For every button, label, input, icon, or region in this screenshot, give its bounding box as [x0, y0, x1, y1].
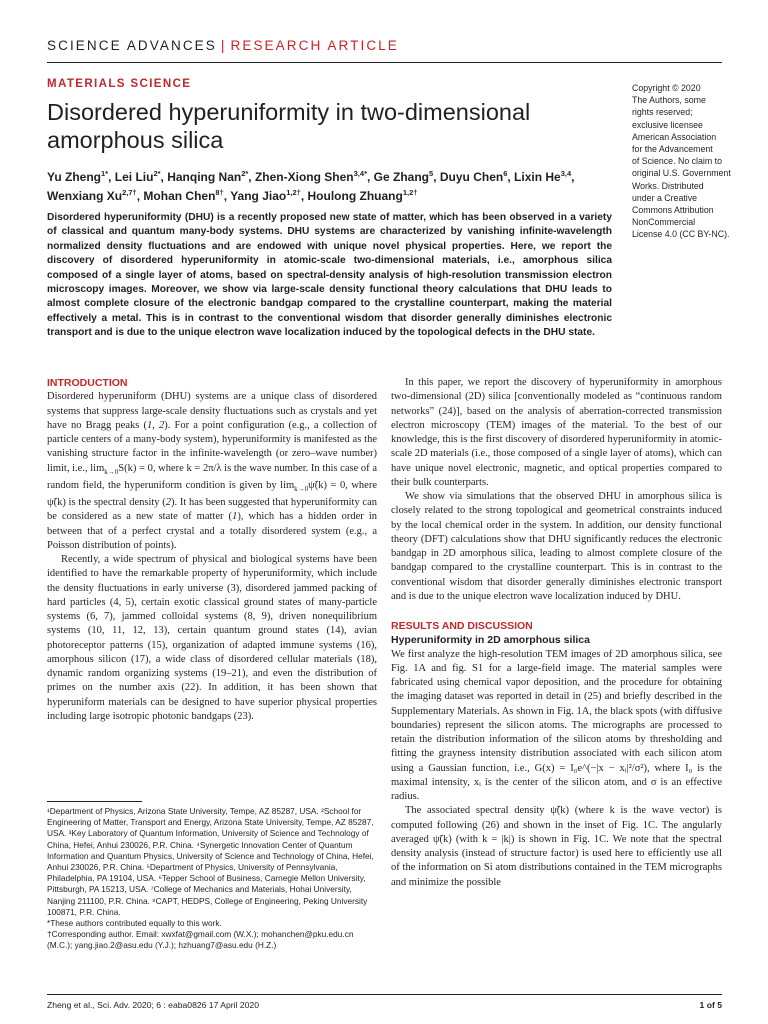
- author-name: Yang Jiao$^{1,2\dagger}$: [230, 188, 301, 203]
- affiliations: ¹Department of Physics, Arizona State University, Tempe, AZ 85287, USA. ²School for Engineering of Matter, Transport and Energy, Arizona State University, Tempe, AZ 85287, USA. ³Key Laboratory of Quantum Information, University of Science and Technology of China, Hefei, Anhui 230026, P.R. China. ⁴Synergetic Innovation Center of Quantum Information and Quantum Physics, University of Science and Technology of China, Hefei, Anhui 230026, P.R. China. ⁵Department of Physics, University of Pennsylvania, Philadelphia, PA 19104, USA. ⁶Tepper School of Business, Carnegie Mellon University, Pittsburgh, PA 15213, USA. ⁷College of Mechanics and Materials, Hohai University, Nanjing 211100, P.R. China. ⁸CAPT, HEDPS, College of Engineering, Peking University 100871, P.R. China.: [47, 806, 374, 917]
- abstract: Disordered hyperuniformity (DHU) is a recently proposed new state of matter, which has been observed in a variety of classical and quantum many-body systems. DHU systems are characterized by vanishing infinite-wavelength normalized density fluctuations and are endowed with unique novel physical properties. Here, we report the discovery of disordered hyperuniformity in atomic-scale two-dimensional materials, i.e., amorphous silica composed of a single layer of atoms, based on spectral-density analysis of high-resolution transmission electron microscopy images. Moreover, we show via large-scale density functional theory calculations that DHU leads to almost complete closure of the electronic bandgap compared to the crystalline counterpart, making the material effectively a metal. This is in contrast to the conventional wisdom that disorder generally diminishes electronic transport and is due to the unique electron wave localization induced by the topological defects in the DHU state.: [47, 212, 612, 339]
- copyright-line: License 4.0 (CC BY-NC).: [632, 229, 730, 240]
- section-label: MATERIALS SCIENCE: [47, 78, 192, 90]
- corresponding-author: †Corresponding author. Email: xwxfat@gmail.com (W.X.); mohanchen@pku.edu.cn (M.C.); yang.jiao.2@asu.edu (Y.J.); hzhuang7@asu.edu (H.Z.): [47, 929, 354, 951]
- author-name: Lixin He$^{3,4}$: [514, 169, 572, 184]
- author-name: Zhen-Xiong Shen$^{3,4*}$: [254, 169, 367, 184]
- left-column: [47, 376, 377, 724]
- author-affiliation-mark: 8†: [215, 188, 224, 197]
- copyright-line: for the Advancement: [632, 144, 713, 155]
- copyright-line: The Authors, some: [632, 95, 706, 106]
- copyright-line: under a Creative: [632, 192, 698, 203]
- author-affiliation-mark: 3,4: [560, 169, 572, 178]
- author-affiliation-mark: 1*: [101, 169, 109, 178]
- author-affiliation-mark: 2,7†: [122, 188, 137, 197]
- copyright-line: American Association: [632, 131, 717, 142]
- header-rule: [47, 62, 722, 63]
- author-name: Ge Zhang$^5$: [373, 169, 434, 184]
- footer-rule: [47, 994, 722, 995]
- copyright-line: exclusive licensee: [632, 119, 703, 130]
- author-affiliation-mark: 6: [503, 169, 508, 178]
- results-paragraph-1: We first analyze the high-resolution TEM images of 2D amorphous silica, see Fig. 1A and fig. S1 for a large-field image. The material samples were fabricated using chemical vapor deposition, and the procedure for obtaining the imaging dataset was reported in detail in (25) and briefly described in the Supplementary Materials. As shown in Fig. 1A, the black spots (with diffusive boundaries) represent the silicon atoms. The micrographs are processed to retain the distribution information of the silicon atoms by thresholding and fitting the grayness intensity distribution associated with each silicon atom using a Gaussian function, i.e., G(x) = I₀e^(−|x − xᵢ|²/σ²), where I₀ is the maximal intensity, xᵢ is the center of the silicon atom, and σ is an effective radius.: [391, 648, 722, 802]
- intro-paragraph-2: Recently, a wide spectrum of physical and biological systems have been identified to have the remarkable property of hyperuniformity, which include the density fluctuations in early universe (3), disordered jammed packing of hard particles (4, 5), certain exotic classical ground states of many-particle systems (6, 7), jammed colloidal systems (8, 9), driven nonequilibrium systems (10, 11, 12, 13), certain quantum ground states (14), avian photoreceptor patterns (15), organization of adapted immune systems (16), amorphous silicon (17), a wide class of disordered cellular materials (18), dynamic random organizing systems (19–21), and even the distribution of primes on the number axis (22). In addition, it has been shown that hyperuniform materials can be designed to have superior physical properties including large isotropic photonic bandgaps (23).: [47, 554, 377, 722]
- introduction-heading: INTRODUCTION: [47, 377, 128, 389]
- copyright-line: of Science. No claim to: [632, 156, 722, 167]
- article-title: Disordered hyperuniformity in two-dimensional amorphous silica: [47, 99, 531, 153]
- copyright-line: original U.S. Government: [632, 168, 731, 179]
- copyright-line: NonCommercial: [632, 217, 696, 228]
- footnotes: [47, 806, 377, 952]
- citation-footer: Zheng et al., Sci. Adv. 2020; 6 : eaba0826 17 April 2020: [47, 1000, 259, 1010]
- header-separator: |: [220, 38, 227, 53]
- copyright-line: Copyright © 2020: [632, 83, 701, 93]
- author-affiliation-mark: 1,2†: [286, 188, 301, 197]
- copyright-line: rights reserved;: [632, 107, 693, 118]
- author-affiliation-mark: 5: [429, 169, 434, 178]
- author-list: Yu Zheng$^{1*}$, Lei Liu$^{2*}$, Hanqing Nan$^{2*}$, Zhen-Xiong Shen$^{3,4*}$, Ge Zhang$^5$, Duyu Chen$^6$, Lixin He$^{3,4}$, Wenxiang $Xu^{2,7\dagger}$, Mohan Chen$^{8\dagger}$, Yang Jiao$^{1,2\dagger}$, Houlong Zhuang$^{1,2\dagger}$: [47, 169, 575, 203]
- author-name: Mohan Chen$^{8\dagger}$: [143, 188, 224, 203]
- page-number: 1 of 5: [699, 1000, 722, 1010]
- right-paragraph-2: We show via simulations that the observed DHU in amorphous silica is closely related to the strong topological and geometrical constraints induced by the local chemical order in the system. In addition, our density functional theory (DFT) calculations show that DHU significantly reduces the electronic bandgap in 2D amorphous silica, leading to almost complete closure of the bandgap compared to the crystalline counterpart. This is in contrast to the conventional wisdom that disorder generally diminishes electronic transport and is due to the unique electron wave localization induced by DHU.: [391, 491, 722, 602]
- author-affiliation-mark: 1,2†: [402, 188, 418, 197]
- right-column: [391, 376, 722, 890]
- copyright-notice: [632, 82, 732, 241]
- author-affiliation-mark: 2*: [153, 169, 161, 178]
- right-paragraph-1: In this paper, we report the discovery of hyperuniformity in amorphous two-dimensional (2D) silica [conventionally modeled as “continuous random networks” (24)], based on the analysis of aberration-corrected transmission electron microscopy (TEM) images of the material. To the best of our knowledge, this is the first discovery of disordered hyperuniformity in atomic-scale 2D materials (i.e., those composed of a single layer of atoms), which can have unique novel electronic, magnetic, and optical properties compared to their bulk counterparts.: [391, 377, 722, 488]
- journal-name: SCIENCE ADVANCES: [47, 38, 217, 53]
- journal-header: [47, 38, 399, 53]
- author-name: Yu Zheng$^{1*}$: [47, 169, 109, 184]
- author-name: Duyu Chen$^6$: [439, 169, 508, 184]
- author-name: Hanqing Nan$^{2*}$: [167, 169, 249, 184]
- footnote-rule: [47, 801, 142, 802]
- results-heading: RESULTS AND DISCUSSION: [391, 620, 533, 632]
- copyright-line: Works. Distributed: [632, 180, 704, 191]
- author-name: Wenxiang $Xu^{2,7\dagger}$: [47, 188, 137, 203]
- author-name: Houlong Zhuang$^{1,2\dagger}$: [307, 188, 418, 203]
- article-type: RESEARCH ARTICLE: [230, 38, 399, 53]
- copyright-line: Commons Attribution: [632, 205, 714, 216]
- author-affiliation-mark: 3,4*: [353, 169, 367, 178]
- author-name: Lei Liu$^{2*}$: [114, 169, 161, 184]
- intro-paragraph-1: Disordered hyperuniform (DHU) systems are a unique class of disordered systems that suppress large-scale density fluctuations such as crystals and yet have no Bragg peaks (1, 2). For a point configuration (e.g., a collection of particle centers of a many-body system), hyperuniformity is manifested as the vanishing structure factor in the infinite-wavelength (or zero–wave number) limit, i.e., $\lim_{k\to 0}S(k) = 0$, where k = 2π/λ is the wave number. In this case of a random field, the hyperuniform condition is given by $\lim_{k\to 0}\psĩ(k) = 0$, where ψ̃(k) is the spectral density (2). It has been suggested that hyperuniformity can be considered as a new state of matter (1), which has a hidden order in between that of a perfect crystal and a totally disordered system (e.g., a Poisson distribution of points).: [47, 391, 378, 551]
- equal-contribution-note: *These authors contributed equally to this work.: [47, 918, 222, 929]
- results-paragraph-2: The associated spectral density ψ̃(k) (where k is the wave vector) is computed following (26) and shown in the inset of Fig. 1C. The angularly averaged ψ̃(k) (with k = |k|) is shown in Fig. 1C. We note that the spectral density analysis (instead of structure factor) is used here to efficiently use all of the information on Si atom distributions contained in the TEM micrographs and minimize the possible: [391, 805, 722, 888]
- results-subheading: Hyperuniformity in 2D amorphous silica: [391, 634, 590, 647]
- author-affiliation-mark: 2*: [241, 169, 249, 178]
